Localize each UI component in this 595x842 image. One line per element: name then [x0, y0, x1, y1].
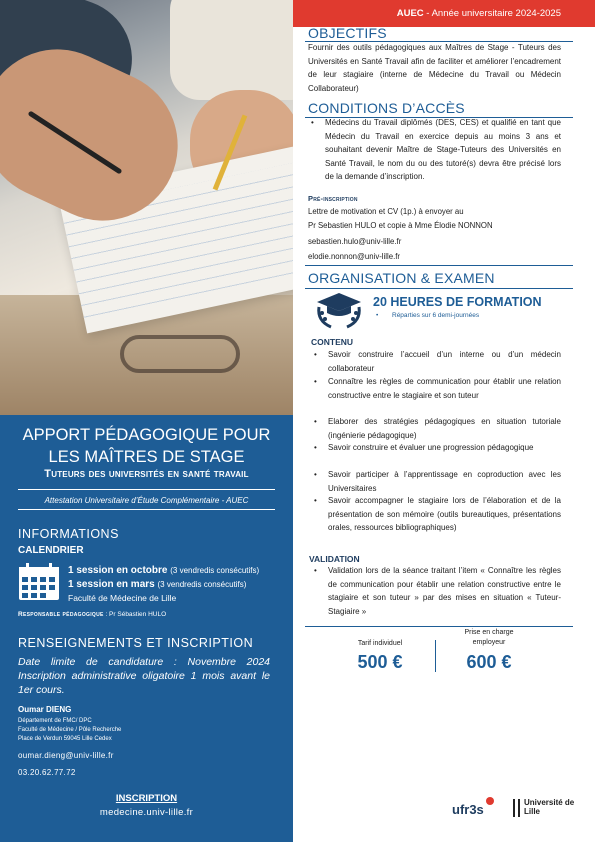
hours-title: 20 HEURES DE FORMATION [373, 295, 542, 309]
responsable: Responsable pédagogique : Pr Sébastien HULO [18, 611, 167, 618]
inscription-url[interactable]: medecine.univ-lille.fr [99, 807, 194, 818]
objectifs-text: Fournir des outils pédagogiques aux Maîtres de Stage - Tuteurs des Universités en Santé Travail afin de faciliter et améliorer l’encadrement de leur stagiaire (interne de Médecine du Travail ou Médecin Collaborateur) [308, 43, 561, 93]
inscription-link[interactable]: INSCRIPTION [115, 793, 178, 804]
contenu-heading: CONTENU [311, 337, 354, 347]
divider [305, 626, 573, 627]
contact-address: Place de Verdun 59045 Lille Cedex [18, 736, 112, 742]
divider [305, 288, 573, 289]
calendar-heading: CALENDRIER [18, 545, 84, 556]
ufr3s-logo [452, 796, 502, 818]
tarif-individuel-value: 500 € [357, 652, 403, 672]
contenu-item: • Savoir accompagner le stagiaire lors de l’élaboration et de la présentation de son mémoire (outils bureautiques, présentations orales, ressources bibliographiques) [328, 494, 561, 535]
divider [18, 509, 275, 510]
renseignements-heading: RENSEIGNEMENTS ET INSCRIPTION [18, 636, 254, 650]
tarif-individuel-label: Tarif individuel [357, 640, 403, 647]
svg-text:ufr3s: ufr3s [452, 802, 484, 817]
contact-faculty: Faculté de Médecine / Pôle Recherche [18, 727, 122, 733]
contenu-item: • Elaborer des stratégies pédagogiques en situation tutoriale (ingénierie pédagogique) [328, 415, 561, 442]
top-banner: AUEC - Année universitaire 2024-2025 [293, 0, 595, 27]
validation-text: • Validation lors de la séance traitant l’item « Connaître les règles de communication pour établir une relation constructive entre le stagiaire et son tuteur » par des mises en situation « Tuteur-Stagiaire » [328, 564, 561, 618]
info-panel [0, 415, 293, 842]
email-nonnon[interactable]: elodie.nonnon@univ-lille.fr [308, 252, 401, 261]
hours-subtitle: • Réparties sur 6 demi-journées [392, 312, 479, 319]
divider [18, 489, 275, 490]
page-title: APPORT PÉDAGOGIQUE POUR LES MAÎTRES DE STAGE [22, 426, 271, 466]
validation-heading: VALIDATION [309, 554, 360, 564]
universite-lille-logo [513, 797, 575, 821]
contenu-item: • Savoir construire l’accueil d’un interne ou d’un médecin collaborateur [328, 348, 561, 375]
contenu-item: • Savoir construire et évaluer une progression pédagogique [328, 441, 561, 455]
left-column [0, 0, 293, 842]
contenu-item: • Savoir participer à l’apprentissage en coproduction avec les Universitaires [328, 468, 561, 495]
conditions-bullet: • Médecins du Travail diplômés (DES, CES) et qualifié en tant que Médecin du Travail en exercice depuis au moins 3 ans et souhaitant devenir Maître de Stage-Tuteurs des Universités en Santé Travail, le nom du ou des tutoré(s) devra être précisé lors de la demande d’inscription. [325, 116, 561, 184]
organisation-heading: ORGANISATION & EXAMEN [308, 270, 495, 286]
price-separator [435, 640, 436, 672]
contenu-item: • Connaître les règles de communication pour établir une relation constructive entre le stagiaire et son tuteur [328, 375, 561, 402]
location: Faculté de Médecine de Lille [68, 593, 177, 603]
graduation-cap-icon [313, 291, 365, 329]
deadline-text: Date limite de candidature : Novembre 2024 Inscription administrative oligatoire 1 mois avant le 1er cours. [18, 656, 270, 696]
contact-phone[interactable]: 03.20.62.77.72 [18, 768, 76, 777]
tarif-employeur-value: 600 € [466, 652, 512, 672]
hero-photo [0, 0, 293, 415]
attestation-label: Attestation Universitaire d’Étude Complémentaire - AUEC [44, 496, 249, 505]
preinscription-line2: Pr Sebastien HULO et copie à Mme Élodie NONNON [308, 221, 493, 230]
preinscription-heading: Pré-inscription [308, 194, 358, 203]
email-hulo[interactable]: sebastien.hulo@univ-lille.fr [308, 237, 402, 246]
conditions-heading: CONDITIONS D’ACCÈS [308, 100, 465, 116]
page-subtitle: Tuteurs des universités en santé travail [44, 468, 249, 480]
objectifs-heading: OBJECTIFS [308, 25, 387, 41]
informations-heading: INFORMATIONS [18, 527, 119, 541]
session-october: 1 session en octobre (3 vendredis consécutifs) [68, 565, 260, 576]
contact-name: Oumar DIENG [18, 705, 72, 714]
calendar-icon [18, 563, 60, 601]
session-march: 1 session en mars (3 vendredis consécutifs) [68, 579, 247, 590]
contact-dept: Département de FMC/ DPC [18, 718, 92, 724]
contact-email[interactable]: oumar.dieng@univ-lille.fr [18, 751, 114, 760]
universite-lille-text: Université de Lille [524, 798, 575, 816]
tarif-employeur-label: Prise en charge employeur [464, 629, 514, 646]
preinscription-line1: Lettre de motivation et CV (1p.) à envoyer au [308, 207, 464, 216]
divider [305, 265, 573, 266]
